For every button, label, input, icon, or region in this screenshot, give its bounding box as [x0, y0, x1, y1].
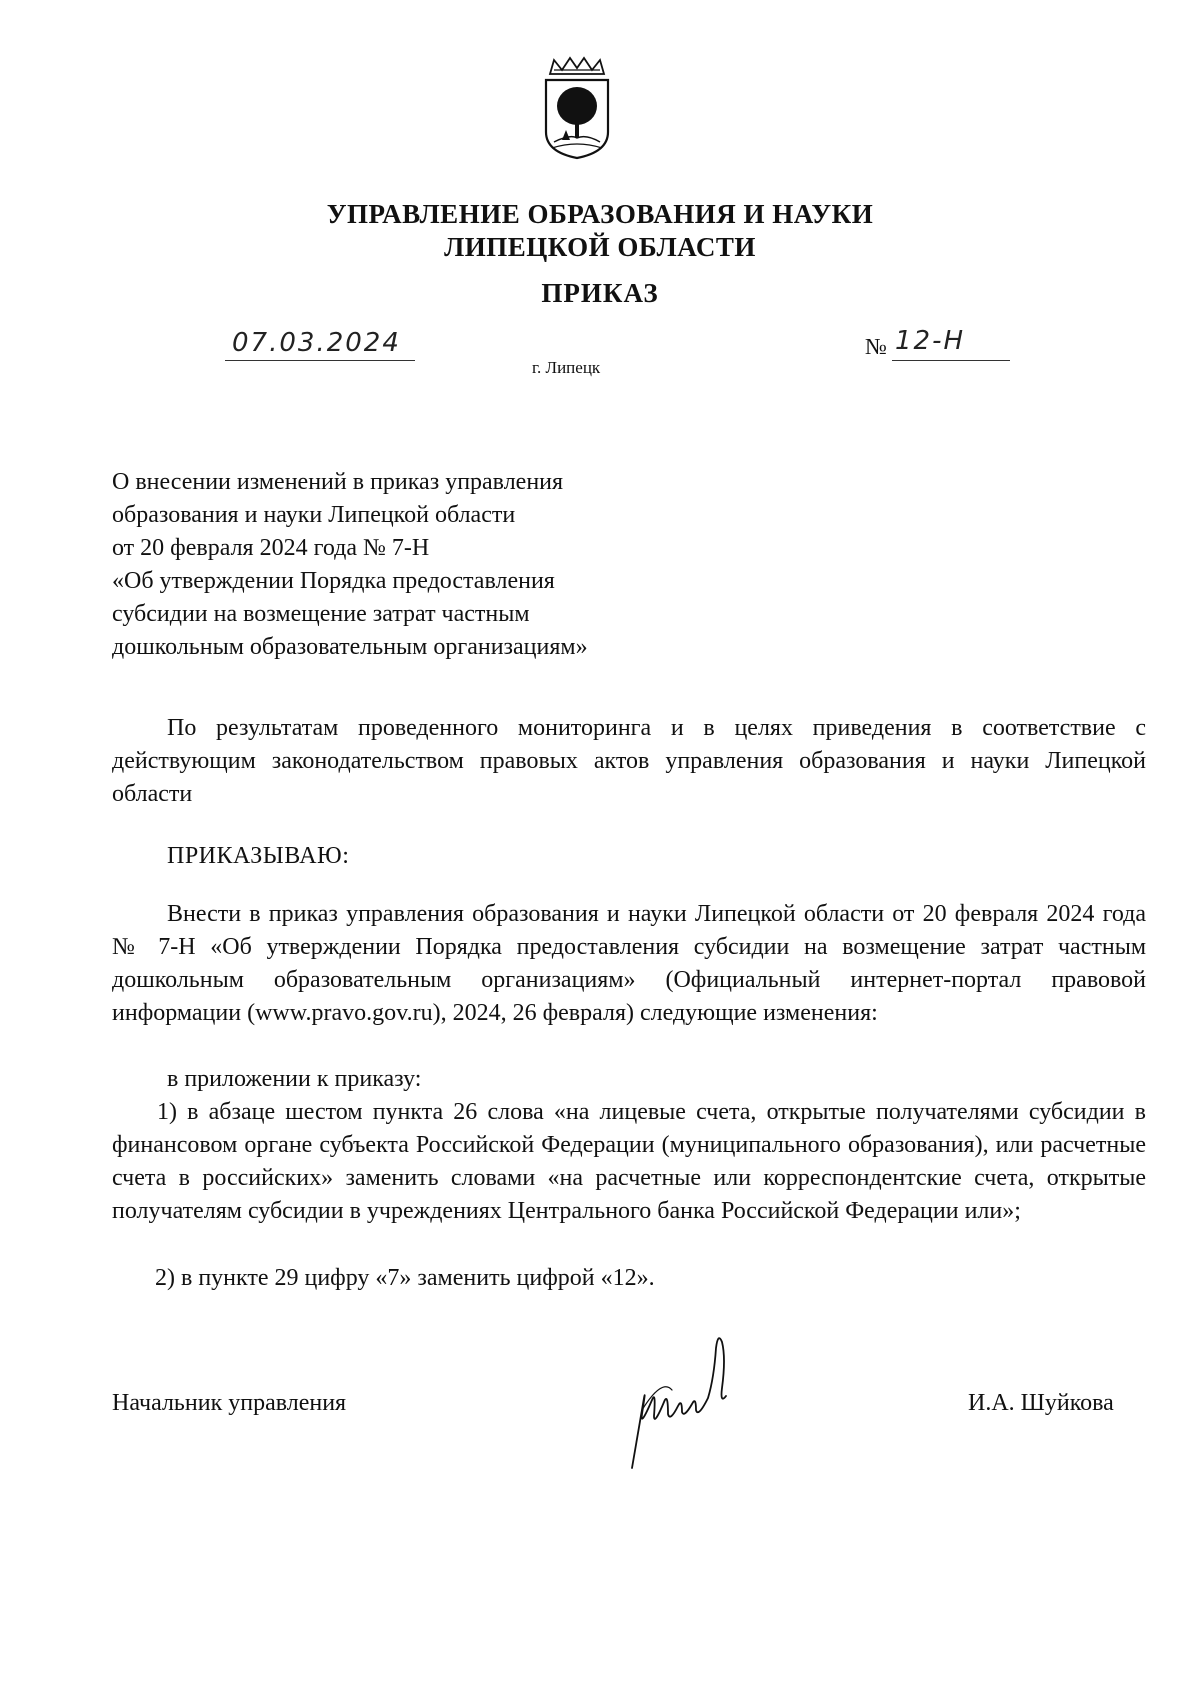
item-2-paragraph: 2) в пункте 29 цифру «7» заменить цифрой «12». [155, 1265, 655, 1291]
order-directive: ПРИКАЗЫВАЮ: [167, 843, 350, 869]
document-type: ПРИКАЗ [541, 278, 659, 308]
item-1-paragraph: 1) в абзаце шестом пункта 26 слова «на лицевые счета, открытые получателями субсидии в финансовом органе субъекта Российской Федерации (муниципального образования), или расчетные счета в российских» заменить словами «на расчетные или корреспондентские счета, открытые получателям субсидии в учреждениях Центрального банка Российской Федерации или»; [112, 1099, 1146, 1224]
subject-line: от 20 февраля 2024 года № 7-Н [112, 535, 430, 561]
coat-of-arms-emblem [540, 56, 614, 160]
document-number: 12-Н [895, 326, 966, 356]
subject-line: О внесении изменений в приказ управления [112, 469, 564, 495]
document-subject [112, 466, 712, 664]
preamble-paragraph: По результатам проведенного мониторинга и в целях приведения в соответствие с действующим законодательством правовых актов управления образования и науки Липецкой области [112, 715, 1146, 807]
signatory-position: Начальник управления [112, 1390, 347, 1416]
city-label: г. Липецк [532, 358, 601, 377]
subject-line: субсидии на возмещение затрат частным [112, 601, 530, 627]
document-date: 07.03.2024 [232, 328, 401, 358]
main-paragraph: Внести в приказ управления образования и науки Липецкой области от 20 февраля 2024 года № 7-Н «Об утверждении Порядка предоставления субсидии на возмещение затрат частным дошкольным образовательным организациям» (Официальный интернет-портал правовой информации (www.pravo.gov.ru), 2024, 26 февраля) следующие изменения: [112, 901, 1146, 1026]
date-underline [225, 360, 415, 361]
number-sign: № [865, 334, 887, 359]
annex-line: в приложении к приказу: [167, 1066, 422, 1092]
number-underline [892, 360, 1010, 361]
subject-line: образования и науки Липецкой области [112, 502, 516, 528]
subject-line: «Об утверждении Порядка предоставления [112, 568, 555, 594]
signatory-name: И.А. Шуйкова [968, 1390, 1114, 1416]
organization-name-line1: УПРАВЛЕНИЕ ОБРАЗОВАНИЯ И НАУКИ [326, 199, 874, 229]
subject-line: дошкольным образовательным организациям» [112, 634, 588, 660]
handwritten-signature [612, 1318, 792, 1478]
organization-name-line2: ЛИПЕЦКОЙ ОБЛАСТИ [444, 232, 756, 262]
